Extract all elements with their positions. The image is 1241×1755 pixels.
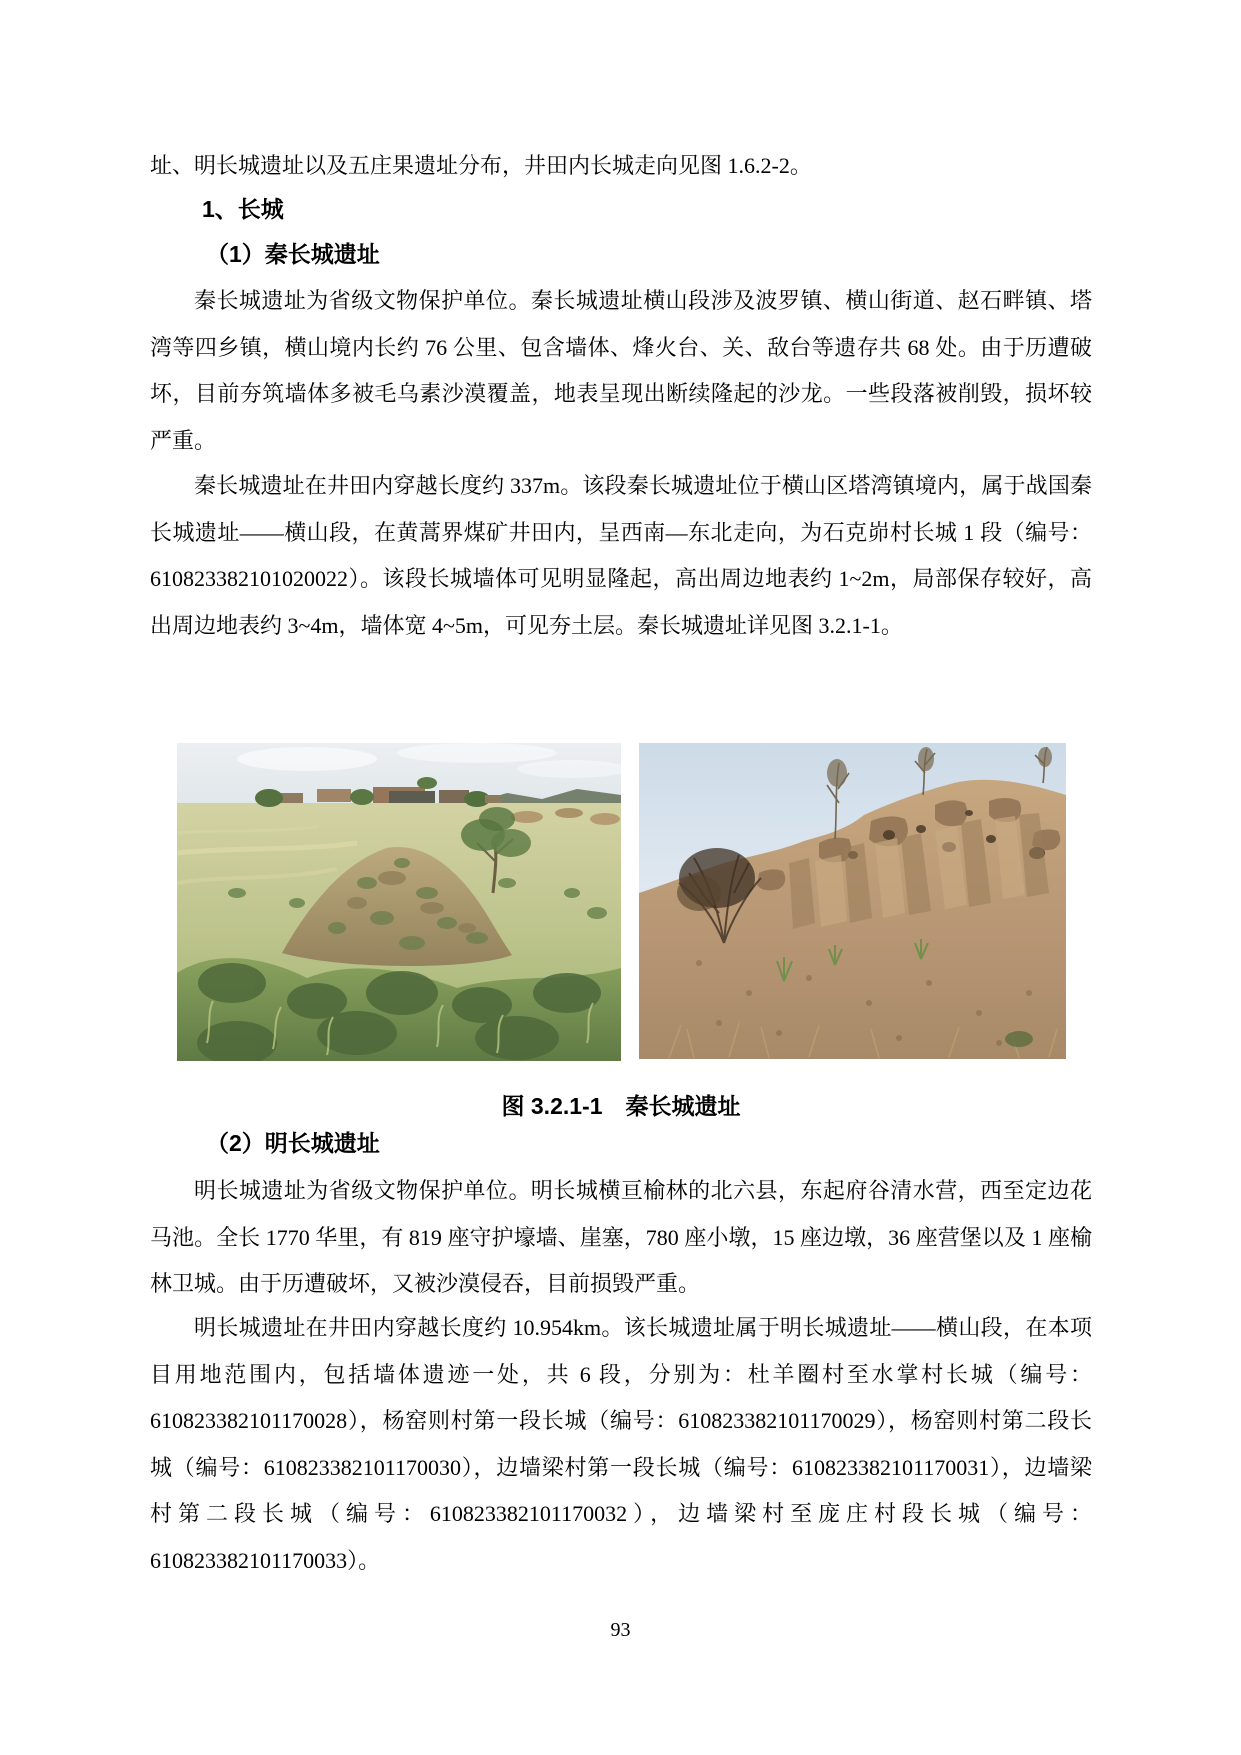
heading-qin-wall	[150, 231, 1092, 278]
qin-wall-rammed-earth-photo	[639, 743, 1066, 1059]
paragraph-ming-overview: 明长城遗址为省级文物保护单位。明长城横亘榆林的北六县，东起府谷清水营，西至定边花马池。全长 1770 华里，有 819 座守护壕墙、崖塞，780 座小墩，15 座边墩，36 座营堡以及 1 座榆林卫城。由于历遭破坏，又被沙漠侵吞，目前损毁严重。	[150, 1178, 1092, 1296]
heading-ming-wall-text: （2）明长城遗址	[206, 1130, 380, 1156]
paragraph-qin-site: 秦长城遗址在井田内穿越长度约 337m。该段秦长城遗址位于横山区塔湾镇境内，属于战国秦长城遗址——横山段，在黄蒿界煤矿井田内，呈西南—东北走向，为石克峁村长城 1 段（编号：610823382101020022）。该段长城墙体可见明显隆起，高出周边地表约 1~2m，局部保存较好，高出周边地表约 3~4m，墙体宽 4~5m，可见夯土层。秦长城遗址详见图 3.2.1-1。	[150, 473, 1092, 638]
heading-qin-wall-text: （1）秦长城遗址	[206, 241, 380, 267]
intro-line: 址、明长城遗址以及五庄果遗址分布，井田内长城走向见图 1.6.2-2。	[150, 153, 812, 178]
page-number: 93	[610, 1619, 631, 1641]
heading-changcheng-text: 1、长城	[202, 196, 284, 222]
paragraph-qin-overview: 秦长城遗址为省级文物保护单位。秦长城遗址横山段涉及波罗镇、横山街道、赵石畔镇、塔湾等四乡镇，横山境内长约 76 公里、包含墙体、烽火台、关、敌台等遗存共 68 处。由于历遭破坏，目前夯筑墙体多被毛乌素沙漠覆盖，地表呈现出断续隆起的沙龙。一些段落被削毁，损坏较严重。	[150, 288, 1092, 453]
paragraph-ming-site: 明长城遗址在井田内穿越长度约 10.954km。该长城遗址属于明长城遗址——横山段，在本项目用地范围内，包括墙体遗迹一处，共 6 段，分别为：杜羊圈村至水掌村长城（编号：610823382101170028），杨窑则村第一段长城（编号：610823382101170029），杨窑则村第二段长城（编号：610823382101170030），边墙梁村第一段长城（编号：610823382101170031），边墙梁村第二段长城（编号：610823382101170032），边墙梁村至庞庄村段长城（编号：610823382101170033）。	[150, 1315, 1092, 1573]
heading-ming-wall	[150, 1120, 1092, 1167]
qin-wall-landscape-photo	[177, 743, 621, 1061]
heading-changcheng	[150, 186, 1092, 233]
figure-caption: 图 3.2.1-1 秦长城遗址	[501, 1093, 741, 1119]
